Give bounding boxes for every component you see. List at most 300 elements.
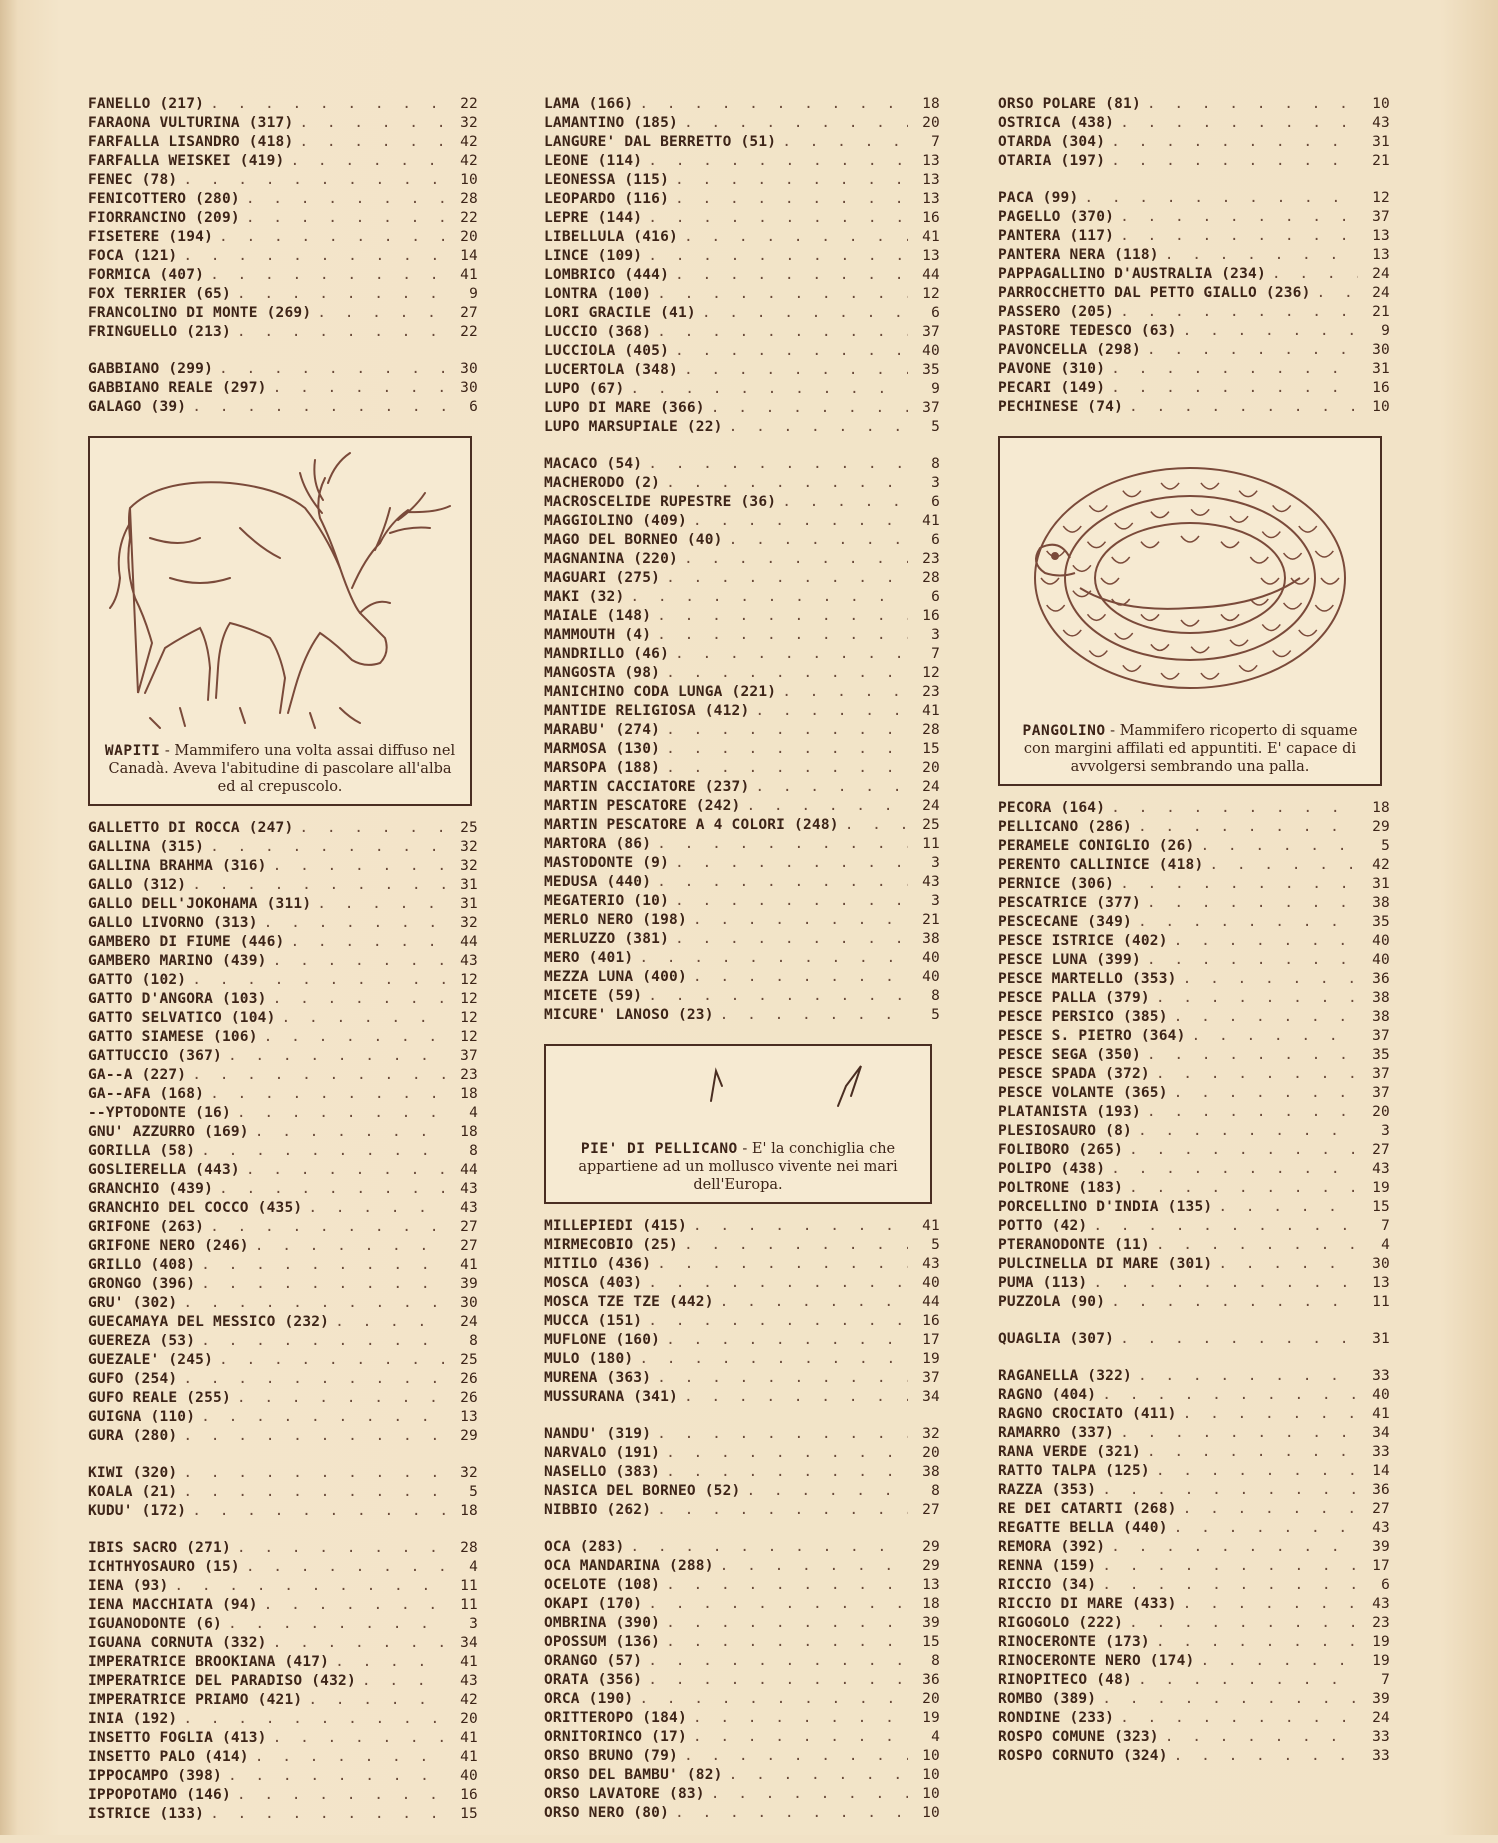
- leader-dots: [192, 399, 446, 415]
- pelican-foot-illustration-box: [544, 1044, 932, 1204]
- index-entry: [88, 361, 478, 380]
- index-entry: [998, 914, 1390, 933]
- entry-page-number: 4: [931, 1729, 940, 1745]
- index-entry: [544, 362, 940, 381]
- index-entry: [998, 800, 1390, 819]
- entry-page-number: 29: [1372, 819, 1390, 835]
- leader-dots: [693, 969, 908, 985]
- entry-name: LEOPARDO (116): [544, 191, 670, 207]
- index-group: [998, 1331, 1390, 1350]
- index-group: [88, 361, 478, 418]
- entry-page-number: 8: [469, 1333, 478, 1349]
- entry-page-number: 43: [1372, 1596, 1390, 1612]
- entry-name: MURENA (363): [544, 1370, 652, 1386]
- index-entry: [544, 1237, 940, 1256]
- leader-dots: [1111, 800, 1358, 816]
- leader-dots: [755, 703, 908, 719]
- leader-dots: [183, 1428, 446, 1444]
- index-entry: [88, 1048, 478, 1067]
- index-entry: [88, 380, 478, 399]
- entry-page-number: 40: [1372, 933, 1390, 949]
- entry-page-number: 40: [922, 343, 940, 359]
- index-entry: [544, 1767, 940, 1786]
- entry-page-number: 21: [1372, 153, 1390, 169]
- entry-page-number: 33: [1372, 1444, 1390, 1460]
- index-entry: [544, 248, 940, 267]
- leader-dots: [246, 1559, 446, 1575]
- index-entry: [998, 1066, 1390, 1085]
- leader-dots: [648, 248, 908, 264]
- index-entry: [88, 1124, 478, 1143]
- entry-name: GABBIANO REALE (297): [88, 380, 267, 396]
- leader-dots: [1111, 1539, 1358, 1555]
- index-entry: [544, 1615, 940, 1634]
- leader-dots: [219, 1352, 446, 1368]
- index-entry: [998, 1691, 1390, 1710]
- entry-name: RANA VERDE (321): [998, 1444, 1141, 1460]
- entry-name: FISETERE (194): [88, 229, 214, 245]
- index-entry: [544, 1464, 940, 1483]
- entry-page-number: 30: [1372, 1256, 1390, 1272]
- entry-name: PESCATRICE (377): [998, 895, 1141, 911]
- leader-dots: [657, 1256, 908, 1272]
- entry-name: REGATTE BELLA (440): [998, 1520, 1168, 1536]
- entry-name: FIORRANCINO (209): [88, 210, 240, 226]
- leader-dots: [720, 1294, 908, 1310]
- entry-page-number: 39: [922, 1615, 940, 1631]
- leader-dots: [1174, 1085, 1358, 1101]
- leader-dots: [1120, 228, 1358, 244]
- index-entry: [88, 1597, 478, 1616]
- entry-page-number: 41: [922, 1218, 940, 1234]
- entry-page-number: 18: [922, 1596, 940, 1612]
- leader-dots: [782, 494, 908, 510]
- leader-dots: [693, 1710, 908, 1726]
- entry-name: MACHERODO (2): [544, 475, 661, 491]
- entry-page-number: 37: [922, 1370, 940, 1386]
- entry-name: GAMBERO MARINO (439): [88, 953, 267, 969]
- entry-page-number: 35: [1372, 1047, 1390, 1063]
- leader-dots: [684, 551, 908, 567]
- entry-name: INIA (192): [88, 1711, 178, 1727]
- entry-page-number: 19: [1372, 1634, 1390, 1650]
- index-entry: [544, 703, 940, 722]
- index-entry: [544, 551, 940, 570]
- entry-page-number: 28: [460, 1540, 478, 1556]
- leader-dots: [1147, 1104, 1358, 1120]
- entry-page-number: 41: [460, 1257, 478, 1273]
- index-entry: [544, 608, 940, 627]
- entry-page-number: 26: [460, 1390, 478, 1406]
- entry-page-number: 6: [931, 589, 940, 605]
- entry-page-number: 37: [1372, 209, 1390, 225]
- entry-page-number: 20: [922, 1445, 940, 1461]
- leader-dots: [639, 96, 908, 112]
- index-entry: [998, 228, 1390, 247]
- index-entry: [998, 1672, 1390, 1691]
- index-entry: [998, 1199, 1390, 1218]
- entry-name: ORSO LAVATORE (83): [544, 1786, 705, 1802]
- leader-dots: [335, 1654, 446, 1670]
- entry-name: FANELLO (217): [88, 96, 205, 112]
- index-entry: [88, 1086, 478, 1105]
- entry-page-number: 3: [931, 627, 940, 643]
- entry-name: GUFO (254): [88, 1371, 178, 1387]
- entry-name: GORILLA (58): [88, 1143, 196, 1159]
- index-entry: [998, 838, 1390, 857]
- entry-page-number: 20: [922, 115, 940, 131]
- index-entry: [998, 1331, 1390, 1350]
- entry-page-number: 24: [1372, 266, 1390, 282]
- pangolin-caption-text: - Mammifero ricoperto di squame con margini affilati ed appuntiti. E' capace di avvolgersi sembrando una palla.: [1023, 723, 1358, 775]
- index-entry: [998, 933, 1390, 952]
- leader-dots: [666, 760, 908, 776]
- index-entry: [544, 665, 940, 684]
- leader-dots: [1120, 115, 1358, 131]
- index-entry: [88, 991, 478, 1010]
- entry-name: MUSSURANA (341): [544, 1389, 678, 1405]
- index-entry: [544, 1313, 940, 1332]
- entry-page-number: 12: [1372, 190, 1390, 206]
- entry-page-number: 27: [922, 1502, 940, 1518]
- entry-name: GRIFONE NERO (246): [88, 1238, 249, 1254]
- entry-name: PANTERA NERA (118): [998, 247, 1159, 263]
- entry-name: RATTO TALPA (125): [998, 1463, 1150, 1479]
- index-entry: [544, 1294, 940, 1313]
- entry-name: PASSERO (205): [998, 304, 1115, 320]
- entry-page-number: 21: [1372, 304, 1390, 320]
- leader-dots: [693, 513, 908, 529]
- index-entry: [998, 1748, 1390, 1767]
- entry-name: --YPTODONTE (16): [88, 1105, 231, 1121]
- entry-page-number: 44: [922, 1294, 940, 1310]
- entry-page-number: 40: [1372, 1387, 1390, 1403]
- entry-name: RICCIO (34): [998, 1577, 1097, 1593]
- entry-page-number: 12: [922, 286, 940, 302]
- index-entry: [544, 1445, 940, 1464]
- leader-dots: [648, 456, 908, 472]
- entry-page-number: 31: [460, 896, 478, 912]
- index-entry: [544, 1483, 940, 1502]
- index-entry: [998, 1482, 1390, 1501]
- leader-dots: [684, 115, 908, 131]
- entry-page-number: 31: [460, 877, 478, 893]
- index-entry: [88, 96, 478, 115]
- leader-dots: [273, 380, 446, 396]
- leader-dots: [666, 475, 908, 491]
- index-entry: [998, 1123, 1390, 1142]
- leader-dots: [1200, 1653, 1358, 1669]
- entry-page-number: 23: [922, 684, 940, 700]
- index-entry: [544, 988, 940, 1007]
- entry-name: GRU' (302): [88, 1295, 178, 1311]
- entry-name: NARVALO (191): [544, 1445, 661, 1461]
- entry-name: IENA MACCHIATA (94): [88, 1597, 258, 1613]
- leader-dots: [1156, 1463, 1358, 1479]
- index-group: [544, 1426, 940, 1521]
- leader-dots: [1147, 342, 1358, 358]
- entry-page-number: 23: [922, 551, 940, 567]
- leader-dots: [255, 1749, 446, 1765]
- pelican-foot-caption: [546, 1136, 930, 1202]
- index-entry: [998, 247, 1390, 266]
- index-entry: [544, 1275, 940, 1294]
- entry-page-number: 37: [1372, 1066, 1390, 1082]
- entry-name: GRILLO (408): [88, 1257, 196, 1273]
- entry-name: PECHINESE (74): [998, 399, 1124, 415]
- leader-dots: [1093, 1218, 1358, 1234]
- entry-page-number: 3: [931, 475, 940, 491]
- entry-page-number: 24: [922, 779, 940, 795]
- entry-name: LEONE (114): [544, 153, 643, 169]
- entry-page-number: 40: [460, 1768, 478, 1784]
- index-entry: [998, 285, 1390, 304]
- entry-page-number: 28: [460, 191, 478, 207]
- entry-name: PERENTO CALLINICE (418): [998, 857, 1204, 873]
- entry-page-number: 3: [469, 1616, 478, 1632]
- index-entry: [998, 876, 1390, 895]
- entry-page-number: 3: [931, 855, 940, 871]
- leader-dots: [335, 1314, 446, 1330]
- leader-dots: [219, 1181, 446, 1197]
- index-entry: [88, 1749, 478, 1768]
- index-entry: [998, 1653, 1390, 1672]
- wapiti-illustration: [90, 438, 470, 738]
- entry-page-number: 36: [1372, 1482, 1390, 1498]
- leader-dots: [1183, 1406, 1358, 1422]
- entry-name: PELLICANO (286): [998, 819, 1132, 835]
- index-entry: [544, 1539, 940, 1558]
- index-entry: [544, 153, 940, 172]
- entry-name: IPPOPOTAMO (146): [88, 1787, 231, 1803]
- entry-page-number: 41: [1372, 1406, 1390, 1422]
- index-entry: [88, 1540, 478, 1559]
- entry-name: ORNITORINCO (17): [544, 1729, 687, 1745]
- entry-page-number: 10: [1372, 399, 1390, 415]
- index-entry: [88, 1219, 478, 1238]
- index-group: [998, 800, 1390, 1313]
- entry-page-number: 22: [460, 210, 478, 226]
- index-entry: [544, 1805, 940, 1824]
- leader-dots: [639, 1691, 908, 1707]
- entry-page-number: 35: [1372, 914, 1390, 930]
- entry-page-number: 20: [460, 229, 478, 245]
- index-column-1: [88, 96, 478, 1843]
- index-entry: [88, 820, 478, 839]
- leader-dots: [183, 1484, 446, 1500]
- leader-dots: [1102, 1577, 1358, 1593]
- entry-name: RICCIO DI MARE (433): [998, 1596, 1177, 1612]
- entry-name: GUECAMAYA DEL MESSICO (232): [88, 1314, 330, 1330]
- entry-page-number: 27: [460, 305, 478, 321]
- entry-name: MACROSCELIDE RUPESTRE (36): [544, 494, 777, 510]
- index-entry: [998, 1180, 1390, 1199]
- index-entry: [88, 1352, 478, 1371]
- index-entry: [88, 191, 478, 210]
- leader-dots: [684, 1237, 908, 1253]
- entry-page-number: 41: [460, 267, 478, 283]
- entry-page-number: 7: [931, 646, 940, 662]
- index-entry: [998, 399, 1390, 418]
- entry-name: GUEREZA (53): [88, 1333, 196, 1349]
- entry-name: POLTRONE (183): [998, 1180, 1124, 1196]
- leader-dots: [657, 286, 908, 302]
- leader-dots: [657, 608, 908, 624]
- index-entry: [998, 1577, 1390, 1596]
- entry-page-number: 32: [460, 858, 478, 874]
- index-entry: [998, 1444, 1390, 1463]
- leader-dots: [711, 1786, 908, 1802]
- index-entry: [998, 1085, 1390, 1104]
- entry-page-number: 41: [460, 1749, 478, 1765]
- leader-dots: [782, 134, 908, 150]
- leader-dots: [1111, 361, 1358, 377]
- leader-dots: [684, 1389, 908, 1405]
- entry-page-number: 18: [460, 1124, 478, 1140]
- index-entry: [544, 1577, 940, 1596]
- index-entry: [88, 1371, 478, 1390]
- leader-dots: [1147, 952, 1358, 968]
- entry-page-number: 21: [922, 912, 940, 928]
- entry-page-number: 38: [922, 931, 940, 947]
- leader-dots: [246, 210, 446, 226]
- entry-page-number: 43: [460, 1673, 478, 1689]
- index-entry: [998, 895, 1390, 914]
- leader-dots: [729, 419, 908, 435]
- entry-page-number: 5: [931, 1007, 940, 1023]
- leader-dots: [183, 1295, 446, 1311]
- leader-dots: [308, 1692, 446, 1708]
- leader-dots: [1129, 1180, 1358, 1196]
- entry-name: ORSO DEL BAMBU' (82): [544, 1767, 723, 1783]
- leader-dots: [246, 191, 446, 207]
- leader-dots: [1129, 1142, 1358, 1158]
- entry-name: MULO (180): [544, 1351, 634, 1367]
- entry-page-number: 39: [1372, 1539, 1390, 1555]
- entry-page-number: 39: [460, 1276, 478, 1292]
- entry-name: OCA MANDARINA (288): [544, 1558, 714, 1574]
- pangolin-caption-title: PANGOLINO: [1022, 723, 1106, 739]
- entry-page-number: 11: [460, 1578, 478, 1594]
- entry-page-number: 37: [1372, 1028, 1390, 1044]
- index-entry: [88, 172, 478, 191]
- index-entry: [544, 950, 940, 969]
- index-entry: [544, 912, 940, 931]
- index-entry: [998, 1275, 1390, 1294]
- entry-page-number: 40: [1372, 952, 1390, 968]
- entry-name: POTTO (42): [998, 1218, 1088, 1234]
- leader-dots: [666, 1615, 908, 1631]
- entry-name: LONTRA (100): [544, 286, 652, 302]
- entry-page-number: 19: [1372, 1653, 1390, 1669]
- leader-dots: [1174, 933, 1358, 949]
- leader-dots: [675, 343, 908, 359]
- index-entry: [544, 1256, 940, 1275]
- index-entry: [88, 915, 478, 934]
- index-group: [998, 1368, 1390, 1767]
- index-entry: [998, 1634, 1390, 1653]
- entry-page-number: 18: [1372, 800, 1390, 816]
- entry-name: MARTIN PESCATORE (242): [544, 798, 741, 814]
- entry-name: RE DEI CATARTI (268): [998, 1501, 1177, 1517]
- entry-name: IMPERATRICE PRIAMO (421): [88, 1692, 303, 1708]
- leader-dots: [693, 1218, 908, 1234]
- entry-page-number: 15: [460, 1806, 478, 1822]
- index-entry: [544, 760, 940, 779]
- entry-page-number: 9: [931, 381, 940, 397]
- leader-dots: [317, 305, 446, 321]
- index-entry: [998, 1501, 1390, 1520]
- leader-dots: [210, 96, 446, 112]
- entry-page-number: 4: [1381, 1237, 1390, 1253]
- leader-dots: [273, 858, 446, 874]
- entry-name: PESCE SPADA (372): [998, 1066, 1150, 1082]
- entry-name: MAIALE (148): [544, 608, 652, 624]
- entry-page-number: 3: [931, 893, 940, 909]
- pangolin-illustration: [1000, 438, 1380, 718]
- entry-name: MOSCA TZE TZE (442): [544, 1294, 714, 1310]
- entry-page-number: 34: [460, 1635, 478, 1651]
- leader-dots: [308, 1200, 446, 1216]
- entry-name: PERNICE (306): [998, 876, 1115, 892]
- index-entry: [88, 1787, 478, 1806]
- index-entry: [998, 96, 1390, 115]
- index-entry: [998, 209, 1390, 228]
- index-entry: [544, 741, 940, 760]
- leader-dots: [1102, 1387, 1358, 1403]
- entry-name: PECORA (164): [998, 800, 1106, 816]
- pangolin-caption: [1000, 718, 1380, 784]
- leader-dots: [1102, 1558, 1358, 1574]
- leader-dots: [1183, 323, 1358, 339]
- entry-page-number: 43: [922, 874, 940, 890]
- entry-name: IGUANA CORNUTA (332): [88, 1635, 267, 1651]
- entry-page-number: 38: [1372, 1009, 1390, 1025]
- index-entry: [88, 1238, 478, 1257]
- index-entry: [998, 1406, 1390, 1425]
- entry-name: IPPOCAMPO (398): [88, 1768, 222, 1784]
- leader-dots: [201, 1276, 446, 1292]
- wapiti-caption-title: WAPITI: [104, 743, 161, 759]
- entry-page-number: 42: [460, 1692, 478, 1708]
- entry-page-number: 30: [460, 361, 478, 377]
- leader-dots: [746, 1483, 908, 1499]
- entry-name: MEGATERIO (10): [544, 893, 670, 909]
- index-entry: [998, 1161, 1390, 1180]
- entry-name: FOCA (121): [88, 248, 178, 264]
- entry-page-number: 12: [460, 1010, 478, 1026]
- entry-name: PUZZOLA (90): [998, 1294, 1106, 1310]
- index-entry: [998, 1028, 1390, 1047]
- entry-page-number: 24: [1372, 1710, 1390, 1726]
- index-group: [88, 820, 478, 1447]
- leader-dots: [1120, 1425, 1358, 1441]
- index-entry: [88, 1635, 478, 1654]
- entry-page-number: 22: [460, 96, 478, 112]
- index-entry: [88, 1010, 478, 1029]
- index-entry: [998, 342, 1390, 361]
- entry-page-number: 41: [460, 1654, 478, 1670]
- leader-dots: [1165, 247, 1358, 263]
- entry-name: POLIPO (438): [998, 1161, 1106, 1177]
- entry-page-number: 42: [460, 134, 478, 150]
- entry-page-number: 43: [922, 1256, 940, 1272]
- entry-name: MAGNANINA (220): [544, 551, 678, 567]
- leader-dots: [1111, 1294, 1358, 1310]
- entry-name: PTERANODONTE (11): [998, 1237, 1150, 1253]
- leader-dots: [1120, 1331, 1358, 1347]
- wapiti-caption: [90, 738, 470, 804]
